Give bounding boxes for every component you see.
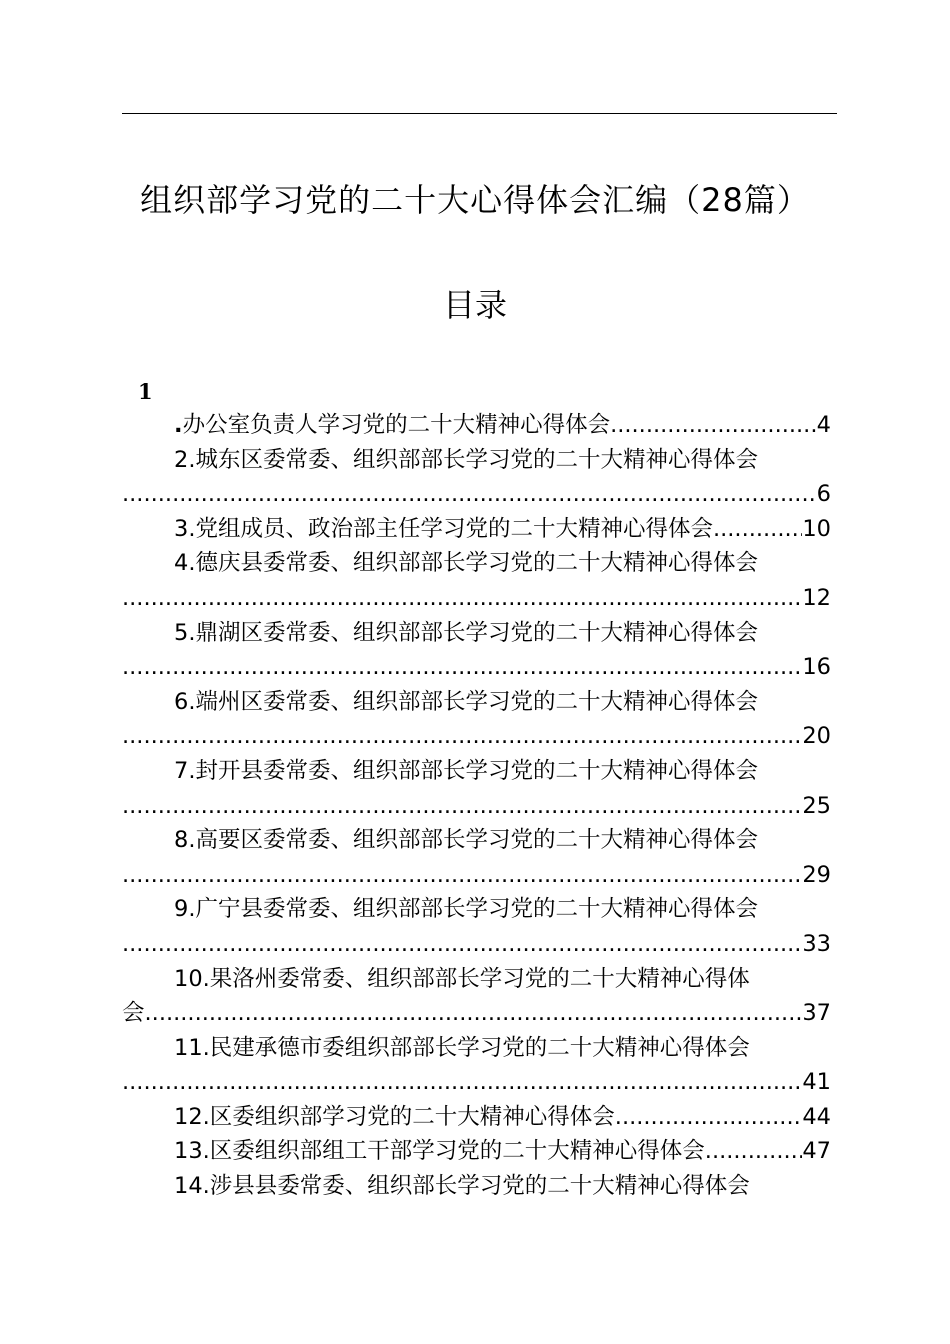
toc-line [122,477,837,512]
toc-page-number: 16 [802,654,831,681]
toc-leader-dots [713,512,802,547]
toc-entry-text: 14.涉县县委常委、组织部长学习党的二十大精神心得体会 [174,1173,750,1200]
toc-line [122,858,837,893]
toc-line [122,512,837,547]
toc-entry-text: 3.党组成员、政治部主任学习党的二十大精神心得体会 [174,515,713,542]
toc-page-number: 6 [816,481,831,508]
toc-entry-text: 9.广宁县委常委、组织部部长学习党的二十大精神心得体会 [174,896,758,923]
toc-leader-dots [705,1134,803,1169]
toc-entry-text: 4.德庆县委常委、组织部部长学习党的二十大精神心得体会 [174,550,758,577]
toc-leader-dots [145,996,803,1031]
toc-entry-text: 7.封开县委常委、组织部部长学习党的二十大精神心得体会 [174,757,758,784]
toc-entry-text: .办公室负责人学习党的二十大精神心得体会 [174,412,611,438]
toc-leader-dots [122,858,802,893]
toc-page-number: 25 [802,792,831,819]
section-number: 1 [138,379,153,404]
toc-entry-text: 会 [122,1000,145,1027]
toc-entry-text: 12.区委组织部学习党的二十大精神心得体会 [174,1103,615,1130]
toc-entry-text: 6.端州区委常委、组织部部长学习党的二十大精神心得体会 [174,688,758,715]
toc-entry-text: 11.民建承德市委组织部部长学习党的二十大精神心得体会 [174,1034,750,1061]
toc-entry[interactable] [122,685,837,754]
toc-entry[interactable] [122,546,837,615]
toc-entry[interactable] [122,443,837,512]
toc-entry[interactable] [122,1134,837,1169]
toc-page-number: 12 [802,584,831,611]
toc-page-number: 10 [802,515,831,542]
toc-entry[interactable] [122,892,837,961]
header-rule [122,113,837,114]
toc-entry-text: 2.城东区委常委、组织部部长学习党的二十大精神心得体会 [174,446,758,473]
toc-page-number: 37 [802,1000,831,1027]
toc-entry[interactable] [122,1031,837,1100]
toc-entry-text: 10.果洛州委常委、组织部部长学习党的二十大精神心得体 [174,965,750,992]
toc-leader-dots [122,581,802,616]
toc-line [122,962,837,997]
toc-line [122,581,837,616]
toc-page-number: 41 [802,1069,831,1096]
toc-entry[interactable] [122,408,837,443]
toc-entry-text: 13.区委组织部组工干部学习党的二十大精神心得体会 [174,1138,705,1165]
toc-entry[interactable] [122,962,837,1031]
toc-line [122,754,837,789]
toc-page-number: 33 [802,930,831,957]
toc-line [122,616,837,651]
toc-line [122,1169,837,1204]
document-title: 组织部学习党的二十大心得体会汇编（28篇） [140,181,810,219]
toc-line [122,823,837,858]
table-of-contents [122,408,837,1204]
toc-line [122,927,837,962]
toc-page-number: 47 [802,1138,831,1165]
toc-entry[interactable] [122,823,837,892]
toc-page-number: 29 [802,861,831,888]
toc-line [122,892,837,927]
toc-leader-dots [122,927,802,962]
toc-leader-dots [122,1065,802,1100]
toc-entry-text: 8.高要区委常委、组织部部长学习党的二十大精神心得体会 [174,827,758,854]
toc-line [122,996,837,1031]
toc-line [122,1100,837,1135]
toc-line [122,408,837,443]
toc-line [122,1065,837,1100]
toc-line [122,546,837,581]
toc-leader-dots [122,789,802,824]
toc-line [122,1134,837,1169]
toc-entry[interactable] [122,1100,837,1135]
toc-line [122,650,837,685]
toc-entry[interactable] [122,512,837,547]
toc-leader-dots [615,1100,803,1135]
toc-leader-dots [610,408,817,443]
toc-line [122,443,837,478]
toc-entry-text: 5.鼎湖区委常委、组织部部长学习党的二十大精神心得体会 [174,619,758,646]
toc-page-number: 44 [802,1103,831,1130]
toc-line [122,1031,837,1066]
toc-leader-dots [122,650,802,685]
toc-entry[interactable] [122,754,837,823]
toc-entry[interactable] [122,1169,837,1204]
toc-heading: 目录 [442,286,507,324]
toc-entry[interactable] [122,616,837,685]
toc-leader-dots [122,477,817,512]
toc-page-number: 20 [802,723,831,750]
toc-line [122,789,837,824]
toc-line [122,719,837,754]
toc-line [122,685,837,720]
toc-page-number: 4 [816,412,831,438]
toc-leader-dots [122,719,802,754]
